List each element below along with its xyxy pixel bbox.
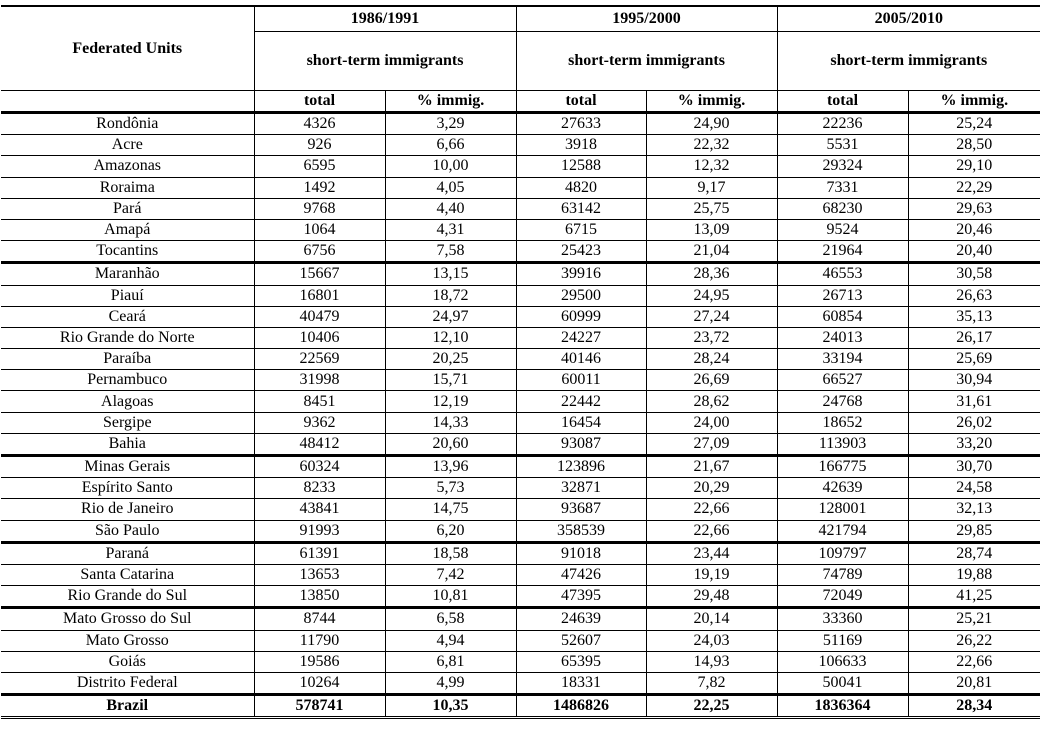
total-1986-1991: 9362 — [254, 412, 385, 433]
subheader: short-term immigrants — [516, 32, 777, 91]
table-row — [1, 285, 1040, 306]
period-header: 1995/2000 — [516, 6, 777, 32]
total-2005-2010: 46553 — [777, 263, 908, 285]
table-row — [1, 499, 1040, 520]
unit-name: Roraima — [1, 177, 254, 198]
total-1986-1991: 16801 — [254, 285, 385, 306]
pct-1986-1991: 10,81 — [385, 586, 516, 608]
unit-name: Paraíba — [1, 349, 254, 370]
total-1986-1991: 10264 — [254, 672, 385, 694]
total-1986-1991: 8744 — [254, 608, 385, 630]
total-1995-2000: 22442 — [516, 391, 646, 412]
pct-2005-2010: 19,88 — [908, 564, 1040, 585]
unit-name: Rondônia — [1, 113, 254, 135]
total-1995-2000: 60011 — [516, 370, 646, 391]
unit-name: Alagoas — [1, 391, 254, 412]
pct-1995-2000: 22,66 — [646, 520, 777, 542]
total-2005-2010: 5531 — [777, 135, 908, 156]
total-1995-2000: 358539 — [516, 520, 646, 542]
table-row — [1, 456, 1040, 478]
immigrants-table — [1, 5, 1040, 719]
pct-1986-1991: 4,94 — [385, 630, 516, 651]
pct-1995-2000: 20,14 — [646, 608, 777, 630]
pct-2005-2010: 26,22 — [908, 630, 1040, 651]
table-row — [1, 156, 1040, 177]
total-2005-2010: 24768 — [777, 391, 908, 412]
total-2005-2010: 33194 — [777, 349, 908, 370]
total-1986-1991: 11790 — [254, 630, 385, 651]
unit-name: Goiás — [1, 651, 254, 672]
table-row — [1, 586, 1040, 608]
pct-1995-2000: 24,95 — [646, 285, 777, 306]
unit-name: Ceará — [1, 306, 254, 327]
table-row — [1, 672, 1040, 694]
total-2005-2010: 9524 — [777, 219, 908, 240]
total-2005-2010: 72049 — [777, 586, 908, 608]
pct-1995-2000: 14,93 — [646, 651, 777, 672]
pct-1995-2000: 28,24 — [646, 349, 777, 370]
table-row — [1, 135, 1040, 156]
total-1986-1991: 22569 — [254, 349, 385, 370]
pct-1986-1991: 7,42 — [385, 564, 516, 585]
total-2005-2010: 51169 — [777, 630, 908, 651]
pct-1986-1991: 7,58 — [385, 241, 516, 263]
table-body — [1, 113, 1040, 718]
pct-1995-2000: 9,17 — [646, 177, 777, 198]
total-1986-1991: 1064 — [254, 219, 385, 240]
total-1995-2000: 40146 — [516, 349, 646, 370]
total-1995-2000: 93687 — [516, 499, 646, 520]
total-1995-2000: 27633 — [516, 113, 646, 135]
pct-2005-2010: 25,69 — [908, 349, 1040, 370]
pct-1995-2000: 24,03 — [646, 630, 777, 651]
total-1995-2000: 47395 — [516, 586, 646, 608]
total-1986-1991: 8233 — [254, 478, 385, 499]
total-2005-2010: 29324 — [777, 156, 908, 177]
total-2005-2010: 24013 — [777, 327, 908, 348]
unit-name: Sergipe — [1, 412, 254, 433]
total-2005-2010: 74789 — [777, 564, 908, 585]
total-1986-1991: 10406 — [254, 327, 385, 348]
total-2005-2010: 21964 — [777, 241, 908, 263]
total-1995-2000: 24639 — [516, 608, 646, 630]
total-1995-2000: 60999 — [516, 306, 646, 327]
pct-1995-2000: 23,72 — [646, 327, 777, 348]
pct-1995-2000: 22,25 — [646, 695, 777, 718]
pct-1986-1991: 4,05 — [385, 177, 516, 198]
pct-1995-2000: 7,82 — [646, 672, 777, 694]
pct-2005-2010: 25,24 — [908, 113, 1040, 135]
total-1986-1991: 31998 — [254, 370, 385, 391]
pct-2005-2010: 28,50 — [908, 135, 1040, 156]
unit-name: Distrito Federal — [1, 672, 254, 694]
unit-name: Mato Grosso — [1, 630, 254, 651]
unit-name: Rio de Janeiro — [1, 499, 254, 520]
table-row — [1, 433, 1040, 455]
table-row — [1, 564, 1040, 585]
total-2005-2010: 68230 — [777, 198, 908, 219]
pct-column-header: % immig. — [646, 91, 777, 113]
total-1986-1991: 60324 — [254, 456, 385, 478]
total-column-header: total — [516, 91, 646, 113]
pct-2005-2010: 25,21 — [908, 608, 1040, 630]
pct-2005-2010: 20,81 — [908, 672, 1040, 694]
unit-name: Espírito Santo — [1, 478, 254, 499]
pct-1986-1991: 6,81 — [385, 651, 516, 672]
pct-1986-1991: 6,66 — [385, 135, 516, 156]
total-1986-1991: 19586 — [254, 651, 385, 672]
table-row — [1, 542, 1040, 564]
pct-1986-1991: 10,35 — [385, 695, 516, 718]
table-row — [1, 198, 1040, 219]
unit-name: Santa Catarina — [1, 564, 254, 585]
total-1986-1991: 13850 — [254, 586, 385, 608]
table-row — [1, 219, 1040, 240]
unit-name: Maranhão — [1, 263, 254, 285]
total-1986-1991: 8451 — [254, 391, 385, 412]
pct-column-header: % immig. — [908, 91, 1040, 113]
empty-header — [1, 91, 254, 113]
pct-1986-1991: 3,29 — [385, 113, 516, 135]
pct-1995-2000: 27,24 — [646, 306, 777, 327]
table-row — [1, 177, 1040, 198]
unit-name: São Paulo — [1, 520, 254, 542]
total-1986-1991: 6756 — [254, 241, 385, 263]
total-1986-1991: 13653 — [254, 564, 385, 585]
pct-1986-1991: 4,40 — [385, 198, 516, 219]
unit-name: Minas Gerais — [1, 456, 254, 478]
pct-2005-2010: 32,13 — [908, 499, 1040, 520]
unit-name: Rio Grande do Sul — [1, 586, 254, 608]
total-2005-2010: 66527 — [777, 370, 908, 391]
pct-1995-2000: 21,67 — [646, 456, 777, 478]
total-1995-2000: 4820 — [516, 177, 646, 198]
pct-2005-2010: 30,70 — [908, 456, 1040, 478]
pct-1986-1991: 4,99 — [385, 672, 516, 694]
total-1995-2000: 1486826 — [516, 695, 646, 718]
unit-name: Amapá — [1, 219, 254, 240]
total-1986-1991: 578741 — [254, 695, 385, 718]
table-row — [1, 520, 1040, 542]
table-row — [1, 370, 1040, 391]
table-row — [1, 651, 1040, 672]
table-row — [1, 630, 1040, 651]
total-1995-2000: 52607 — [516, 630, 646, 651]
pct-2005-2010: 30,94 — [908, 370, 1040, 391]
pct-2005-2010: 20,40 — [908, 241, 1040, 263]
total-1995-2000: 91018 — [516, 542, 646, 564]
pct-2005-2010: 26,02 — [908, 412, 1040, 433]
pct-1986-1991: 12,10 — [385, 327, 516, 348]
pct-2005-2010: 29,63 — [908, 198, 1040, 219]
total-column-header: total — [777, 91, 908, 113]
unit-name: Amazonas — [1, 156, 254, 177]
unit-name: Brazil — [1, 695, 254, 718]
total-2005-2010: 60854 — [777, 306, 908, 327]
pct-1995-2000: 21,04 — [646, 241, 777, 263]
pct-2005-2010: 28,74 — [908, 542, 1040, 564]
total-1986-1991: 61391 — [254, 542, 385, 564]
total-row — [1, 695, 1040, 718]
table-row — [1, 412, 1040, 433]
pct-1986-1991: 18,72 — [385, 285, 516, 306]
total-1995-2000: 25423 — [516, 241, 646, 263]
total-2005-2010: 128001 — [777, 499, 908, 520]
pct-2005-2010: 35,13 — [908, 306, 1040, 327]
total-1995-2000: 29500 — [516, 285, 646, 306]
pct-1995-2000: 29,48 — [646, 586, 777, 608]
pct-1995-2000: 26,69 — [646, 370, 777, 391]
table-row — [1, 349, 1040, 370]
total-1995-2000: 32871 — [516, 478, 646, 499]
subheader: short-term immigrants — [254, 32, 516, 91]
period-header: 2005/2010 — [777, 6, 1040, 32]
table-row — [1, 478, 1040, 499]
total-1995-2000: 6715 — [516, 219, 646, 240]
pct-1986-1991: 10,00 — [385, 156, 516, 177]
total-1986-1991: 15667 — [254, 263, 385, 285]
total-1995-2000: 39916 — [516, 263, 646, 285]
total-2005-2010: 166775 — [777, 456, 908, 478]
table-row — [1, 263, 1040, 285]
pct-1986-1991: 6,58 — [385, 608, 516, 630]
pct-1986-1991: 6,20 — [385, 520, 516, 542]
table-row — [1, 241, 1040, 263]
pct-1995-2000: 22,66 — [646, 499, 777, 520]
pct-1986-1991: 14,33 — [385, 412, 516, 433]
subheader: short-term immigrants — [777, 32, 1040, 91]
total-1995-2000: 93087 — [516, 433, 646, 455]
total-2005-2010: 33360 — [777, 608, 908, 630]
pct-1995-2000: 27,09 — [646, 433, 777, 455]
pct-1995-2000: 22,32 — [646, 135, 777, 156]
period-header: 1986/1991 — [254, 6, 516, 32]
total-1986-1991: 9768 — [254, 198, 385, 219]
total-1986-1991: 91993 — [254, 520, 385, 542]
pct-1986-1991: 12,19 — [385, 391, 516, 412]
total-1995-2000: 24227 — [516, 327, 646, 348]
total-2005-2010: 26713 — [777, 285, 908, 306]
unit-name: Acre — [1, 135, 254, 156]
pct-1995-2000: 12,32 — [646, 156, 777, 177]
pct-1986-1991: 14,75 — [385, 499, 516, 520]
table-row — [1, 113, 1040, 135]
unit-name: Pernambuco — [1, 370, 254, 391]
total-2005-2010: 42639 — [777, 478, 908, 499]
table-row — [1, 327, 1040, 348]
pct-2005-2010: 24,58 — [908, 478, 1040, 499]
total-1995-2000: 16454 — [516, 412, 646, 433]
total-2005-2010: 18652 — [777, 412, 908, 433]
total-1986-1991: 4326 — [254, 113, 385, 135]
table-row — [1, 391, 1040, 412]
unit-name: Tocantins — [1, 241, 254, 263]
table-row — [1, 306, 1040, 327]
pct-1995-2000: 28,36 — [646, 263, 777, 285]
pct-1995-2000: 28,62 — [646, 391, 777, 412]
total-1995-2000: 63142 — [516, 198, 646, 219]
pct-2005-2010: 22,66 — [908, 651, 1040, 672]
total-2005-2010: 22236 — [777, 113, 908, 135]
pct-1995-2000: 19,19 — [646, 564, 777, 585]
total-1986-1991: 1492 — [254, 177, 385, 198]
unit-name: Pará — [1, 198, 254, 219]
unit-name: Bahia — [1, 433, 254, 455]
pct-1986-1991: 15,71 — [385, 370, 516, 391]
total-1995-2000: 18331 — [516, 672, 646, 694]
pct-1986-1991: 20,25 — [385, 349, 516, 370]
total-1986-1991: 48412 — [254, 433, 385, 455]
pct-1986-1991: 24,97 — [385, 306, 516, 327]
pct-2005-2010: 41,25 — [908, 586, 1040, 608]
total-1986-1991: 926 — [254, 135, 385, 156]
unit-name: Rio Grande do Norte — [1, 327, 254, 348]
pct-2005-2010: 31,61 — [908, 391, 1040, 412]
total-1995-2000: 47426 — [516, 564, 646, 585]
total-2005-2010: 109797 — [777, 542, 908, 564]
total-1995-2000: 3918 — [516, 135, 646, 156]
pct-2005-2010: 26,63 — [908, 285, 1040, 306]
total-column-header: total — [254, 91, 385, 113]
pct-1995-2000: 24,00 — [646, 412, 777, 433]
pct-2005-2010: 33,20 — [908, 433, 1040, 455]
pct-1986-1991: 13,15 — [385, 263, 516, 285]
total-2005-2010: 7331 — [777, 177, 908, 198]
pct-1995-2000: 23,44 — [646, 542, 777, 564]
total-1995-2000: 65395 — [516, 651, 646, 672]
pct-1995-2000: 24,90 — [646, 113, 777, 135]
table-row — [1, 608, 1040, 630]
total-1995-2000: 12588 — [516, 156, 646, 177]
total-1986-1991: 6595 — [254, 156, 385, 177]
pct-1986-1991: 18,58 — [385, 542, 516, 564]
pct-1986-1991: 5,73 — [385, 478, 516, 499]
total-2005-2010: 113903 — [777, 433, 908, 455]
pct-1995-2000: 13,09 — [646, 219, 777, 240]
unit-name: Paraná — [1, 542, 254, 564]
total-2005-2010: 421794 — [777, 520, 908, 542]
federated-units-header: Federated Units — [1, 6, 254, 91]
total-2005-2010: 106633 — [777, 651, 908, 672]
unit-name: Mato Grosso do Sul — [1, 608, 254, 630]
pct-2005-2010: 26,17 — [908, 327, 1040, 348]
pct-column-header: % immig. — [385, 91, 516, 113]
total-2005-2010: 1836364 — [777, 695, 908, 718]
pct-2005-2010: 20,46 — [908, 219, 1040, 240]
total-2005-2010: 50041 — [777, 672, 908, 694]
pct-1986-1991: 20,60 — [385, 433, 516, 455]
pct-1995-2000: 20,29 — [646, 478, 777, 499]
pct-1995-2000: 25,75 — [646, 198, 777, 219]
pct-2005-2010: 28,34 — [908, 695, 1040, 718]
unit-name: Piauí — [1, 285, 254, 306]
pct-1986-1991: 4,31 — [385, 219, 516, 240]
total-1986-1991: 40479 — [254, 306, 385, 327]
pct-2005-2010: 22,29 — [908, 177, 1040, 198]
pct-2005-2010: 29,85 — [908, 520, 1040, 542]
total-1995-2000: 123896 — [516, 456, 646, 478]
total-1986-1991: 43841 — [254, 499, 385, 520]
pct-2005-2010: 30,58 — [908, 263, 1040, 285]
pct-2005-2010: 29,10 — [908, 156, 1040, 177]
pct-1986-1991: 13,96 — [385, 456, 516, 478]
